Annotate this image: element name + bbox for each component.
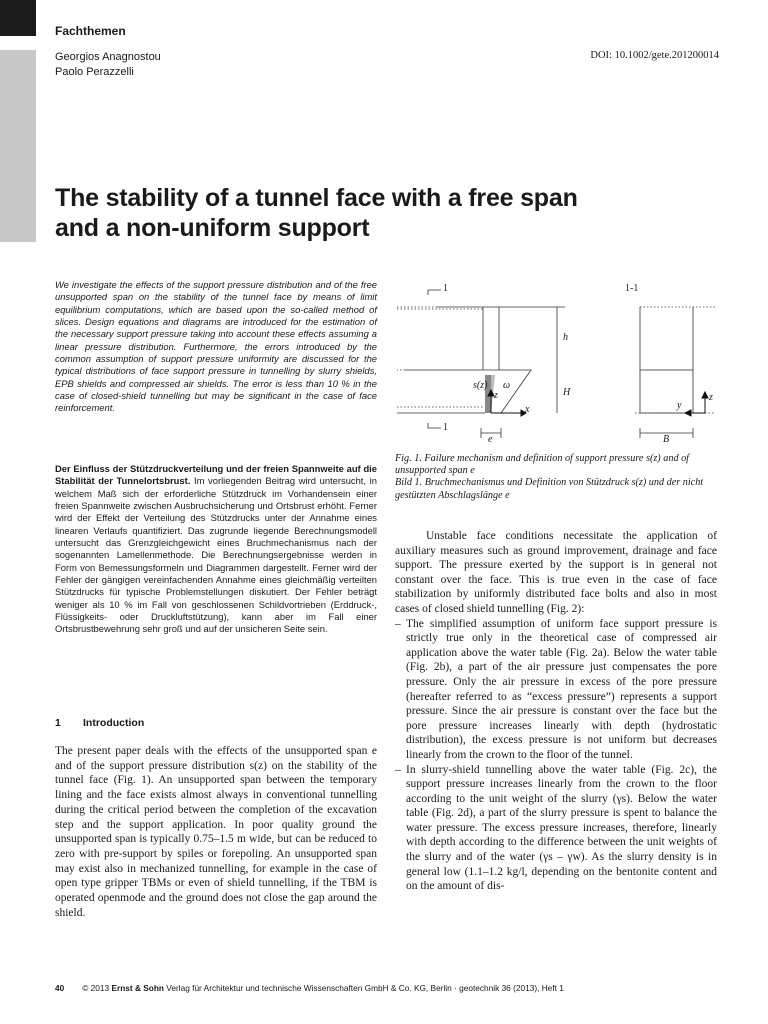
cross-section xyxy=(635,307,715,438)
fig-label-B: B xyxy=(663,434,670,445)
abstract-german xyxy=(55,463,377,636)
section-label: Fachthemen xyxy=(55,24,126,38)
fig-label-sz: s(z) xyxy=(473,380,488,391)
header-black-block xyxy=(0,0,36,36)
abstract-german-text: Im vorliegenden Beitrag wird untersucht, in welchem Maß sich der erforderliche Stützdruck im Vorhandensein einer freien Spannweite zwischen Ausbruchsicherung und Ortsbrust erhöht. Ferner wird der Effekt der Verteilung des Stützdrucks unter der Annahme eines linearen Verlaufs quantifiziert. Das zugrunde liegende Berechnungsmodell untersucht das Grenzgleichgewicht eines Bruchmechanismus nach der sogenannten Lamellenmethode. Die Berechnungsergebnisse werden in Form von Bemessungsformeln und Diagrammen dargestellt. Ferner wird der Fehler der gängigen vereinfachenden Annahme eines gleichmäßig verteilten Stützdrucks für typische Problemstellungen diskutiert. Der Fehler beträgt weniger als 10 % im Fall von geschlossenen Schildvortrieben (Erddruck-, Flüssigkeits- oder Druckluftstützung), kann aber im Fall einer Ortsbrustbewehrung sehr groß und auf der unsicheren Seite sein. xyxy=(55,475,377,635)
right-column-text xyxy=(395,529,717,894)
fig-label-section-bottom: 1 xyxy=(443,422,448,433)
article-title xyxy=(55,183,655,243)
figure-caption-german: Bild 1. Bruchmechanismus und Definition von Stützdruck s(z) und der nicht gestützten Abschlagslänge e xyxy=(395,477,704,501)
author-name: Paolo Perazzelli xyxy=(55,66,134,78)
abstract-german-lead: Der Einfluss der Stützdruckverteilung und der freien Spannweite auf die Stabilität der Tunnelortsbrust. xyxy=(55,463,377,487)
list-dash: – xyxy=(395,617,401,630)
title-line: The stability of a tunnel face with a free span xyxy=(55,184,578,212)
body-paragraph: Unstable face conditions necessitate the application of auxiliary measures such as ground improvement, drainage and face support. The pressure exerted by the support is in general not constant over the face. This is true even in the case of face stabilization by uniformly distributed face bolts and also in most cases of closed shield tunnelling (Fig. 2): xyxy=(395,530,717,615)
fig-label-h: h xyxy=(563,332,568,343)
list-item-text: In slurry-shield tunnelling above the water table (Fig. 2c), the support pressure increases linearly from the crown to the floor according to the unit weight of the slurry (γs). Below the water table (Fig. 2d), a part of the slurry pressure is spent to balance the water pressure. The excess pressure increases, therefore, linearly with depth according to the difference between the unit weights of the slurry and of the water (γs – γw). As the slurry density is in general low (1.1–1.2 kg/l, depending on the bentonite content and on the amount of dis- xyxy=(406,763,717,893)
fig-label-omega: ω xyxy=(503,380,511,391)
introduction-paragraph: The present paper deals with the effects of the unsupported span e and of the support pressure distribution s(z) on the stability of the tunnel face (Fig. 1). An unsupported span between the temporary lining and the face exists almost always in conventional tunnelling during the critical period between the completion of the excavation step and the support application. In poor quality ground the unsupported span is typically 0.75–1.5 m wide, but can be reduced to zero with pre-support by spiles or forepoling. An unsupported span may exist also in mechanized tunnelling, for example in the case of open type gripper TBMs or even of shield tunnelling, if the TBM is operated openmode and the ground does not close the gap around the shield. xyxy=(55,745,377,919)
fig-label-z: z xyxy=(494,390,498,401)
figure-caption xyxy=(395,453,717,502)
fig-label-section-top: 1 xyxy=(443,283,448,294)
footer-copyright: © 2013 xyxy=(82,983,110,993)
section-number: 1 xyxy=(55,717,61,729)
fig-label-x: x xyxy=(525,404,530,415)
page-footer xyxy=(55,983,564,993)
fig-label-e: e xyxy=(488,434,493,445)
title-line: and a non-uniform support xyxy=(55,214,370,242)
section-heading-text: Introduction xyxy=(83,717,145,729)
footer-publication-info: Verlag für Architektur und technische Wissenschaften GmbH & Co. KG, Berlin · geotechnik 36 (2013), Heft 1 xyxy=(164,983,564,993)
figure-caption-english: Fig. 1. Failure mechanism and definition of support pressure s(z) and of unsupported span e xyxy=(395,453,690,477)
sidebar-grey-bar xyxy=(0,50,36,242)
abstract-english: We investigate the effects of the support pressure distribution and of the free unsupported span on the stability of the tunnel face by means of limit equilibrium computations, which are based upon the so-called method of slices. Design equations and diagrams are introduced for the estimation of the necessary support pressure taking into account these effects assuming a linear pressure distribution. Furthermore, the errors introduced by the common assumption of support pressure uniformity are discussed for the typical distributions of face support pressure in tunnelling by slurry shields, EPB shields and compressed air shields. The error is less than 10 % in the case of closed-shield tunnelling but may be significant in the case of face reinforcement. xyxy=(55,279,377,414)
author-name: Georgios Anagnostou xyxy=(55,51,161,63)
list-item xyxy=(395,617,717,763)
figure-1-diagram xyxy=(395,278,717,448)
fig-label-section-title: 1-1 xyxy=(625,283,639,294)
fig-label-H: H xyxy=(563,387,571,398)
doi-link[interactable]: DOI: 10.1002/gete.201200014 xyxy=(590,50,719,61)
fig-label-y: y xyxy=(677,400,682,411)
list-item-text: The simplified assumption of uniform face support pressure is strictly true only in the theoretical case of compressed air application above the water table (Fig. 2a). Below the water table (Fig. 2b), a part of the air pressure just compensates the pore pressure. Only the air pressure in excess of the pore pressure (hereafter referred to as “excess pressure”) represents a support pressure. Since the air pressure is constant over the face but the pore pressure increases linearly with depth (hydrostatic distribution), the excess pressure is not uniform but decreases linearly from the crown to the floor of the tunnel. xyxy=(406,617,717,761)
footer-publisher: Ernst & Sohn xyxy=(111,983,164,993)
page-number: 40 xyxy=(55,983,65,993)
section-heading-introduction xyxy=(55,717,144,729)
longitudinal-section xyxy=(397,290,565,438)
author-list xyxy=(55,50,161,80)
list-item xyxy=(395,763,717,894)
list-dash: – xyxy=(395,763,401,776)
fig-label-z2: z xyxy=(709,392,713,403)
